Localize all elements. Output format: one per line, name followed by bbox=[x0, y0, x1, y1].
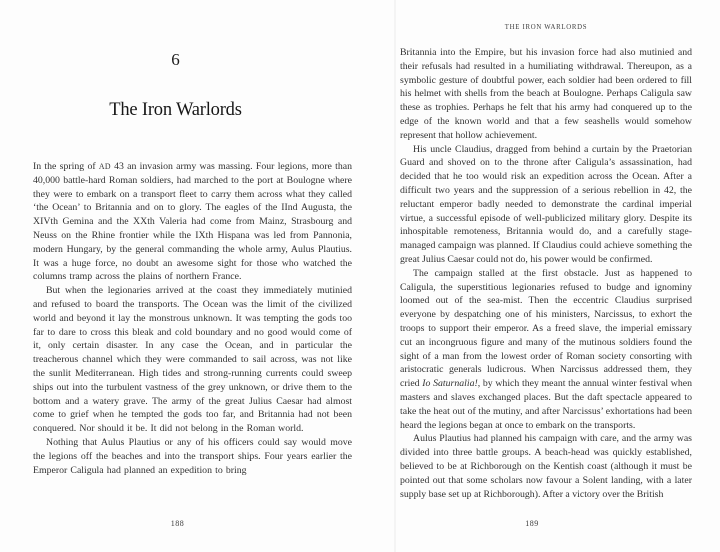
paragraph: Aulus Plautius had planned his campaign with care, and the army was divided into three battle groups. A beach-head was quickly established, believed to be at Richborough on the Kentish coast (although it must be pointed out that some scholars now favour a Solent landing, with a later supply base set up at Richborough). After a victory over the British bbox=[400, 433, 692, 500]
chapter-number: 6 bbox=[171, 50, 180, 69]
running-header: THE IRON WARLORDS bbox=[504, 24, 588, 31]
chapter-title: The Iron Warlords bbox=[109, 100, 242, 120]
right-page-text bbox=[400, 46, 692, 501]
paragraph: But when the legionaries arrived at the coast they immediately mutinied and refused to board the transports. The Ocean was the limit of the civilized world and beyond it lay the monstrous unknown. It was tempting the gods too far to dare to cross this bleak and cold boundary and no good would come of it, only certain disaster. In any case the Ocean, and in particular the treacherous channel which they were commanded to sail across, was not like the sunlit Mediterranean. High tides and strong-running currents could sweep ships out into the turbulent vastness of the grey unknown, or drive them to the bottom and a watery grave. The army of the great Julius Caesar had almost come to grief when he tempted the gods too far, and Britannia had not been conquered. Nor should it be. It did not belong in the Roman world. bbox=[33, 285, 352, 435]
paragraph: Britannia into the Empire, but his invasion force had also mutinied and their refusals had resulted in a humiliating withdrawal. Thereupon, as a symbolic gesture of doubtful power, each soldier had been ordered to fill his helmet with shells from the beach at Boulogne. Perhaps Caligula saw these as trophies. Perhaps he felt that his army had conquered up to the edge of the known world and that a few seashells would somehow represent that hollow achievement. bbox=[400, 47, 692, 141]
page-gutter-divider bbox=[394, 0, 396, 552]
paragraph: The campaign stalled at the first obstacle. Just as happened to Caligula, the superstitious legionaries refused to budge and ignominy loomed out of the sea-mist. Then the eccentric Claudius surprised everyone by despatching one of his ministers, Narcissus, to exhort the troops to support their emperor. As a freed slave, the imperial emissary cut an incongruous figure and many of the mutinous soldiers found the sight of a man from the lowest order of Roman society consorting with aristocratic generals ludicrous. When Narcissus addressed them, they cried Io Saturnalia!, by which they meant the annual winter festival when masters and slaves exchanged places. But the daft spectacle appeared to take the heat out of the mutiny, and after Narcissus’ exhortations had been heard the legions began at once to embark on the transports. bbox=[400, 267, 693, 431]
paragraph: Nothing that Aulus Plautius or any of his officers could say would move the legions off the beaches and into the transport ships. Four years earlier the Emperor Caligula had planned an expedition to bring bbox=[33, 436, 352, 476]
paragraph: In the spring of AD 43 an invasion army was massing. Four legions, more than 40,000 battle-hard Roman soldiers, had marched to the port at Boulogne where they were to embark on a transport fleet to carry them across what they called ‘the Ocean’ to Britannia and on to glory. The eagles of the IInd Augusta, the XIVth Gemina and the XXth Valeria had come from Mainz, Strasbourg and Neuss on the Rhine frontier while the IXth Hispana was led from Pannonia, modern Hungary, by the general commanding the whole army, Aulus Plautius. It was a huge force, no doubt an awesome sight for those who watched the columns tramp across the plains of northern France. bbox=[33, 161, 352, 283]
right-page-number: 189 bbox=[525, 519, 539, 528]
paragraph: His uncle Claudius, dragged from behind a curtain by the Praetorian Guard and shoved on to the throne after Caligula’s assassination, had decided that he too would risk an expedition across the Ocean. After a difficult two years and the suppression of a serious rebellion in 42, the reluctant emperor badly needed to demonstrate the cardinal imperial virtue, a successful episode of well-publicized military glory. Despite its inhospitable remoteness, Britannia would do, and a carefully stage-managed campaign was planned. If Claudius could achieve something the great Julius Caesar could not do, his power would be confirmed. bbox=[400, 143, 692, 265]
left-page-text bbox=[33, 160, 352, 477]
left-page-number: 188 bbox=[170, 519, 185, 528]
